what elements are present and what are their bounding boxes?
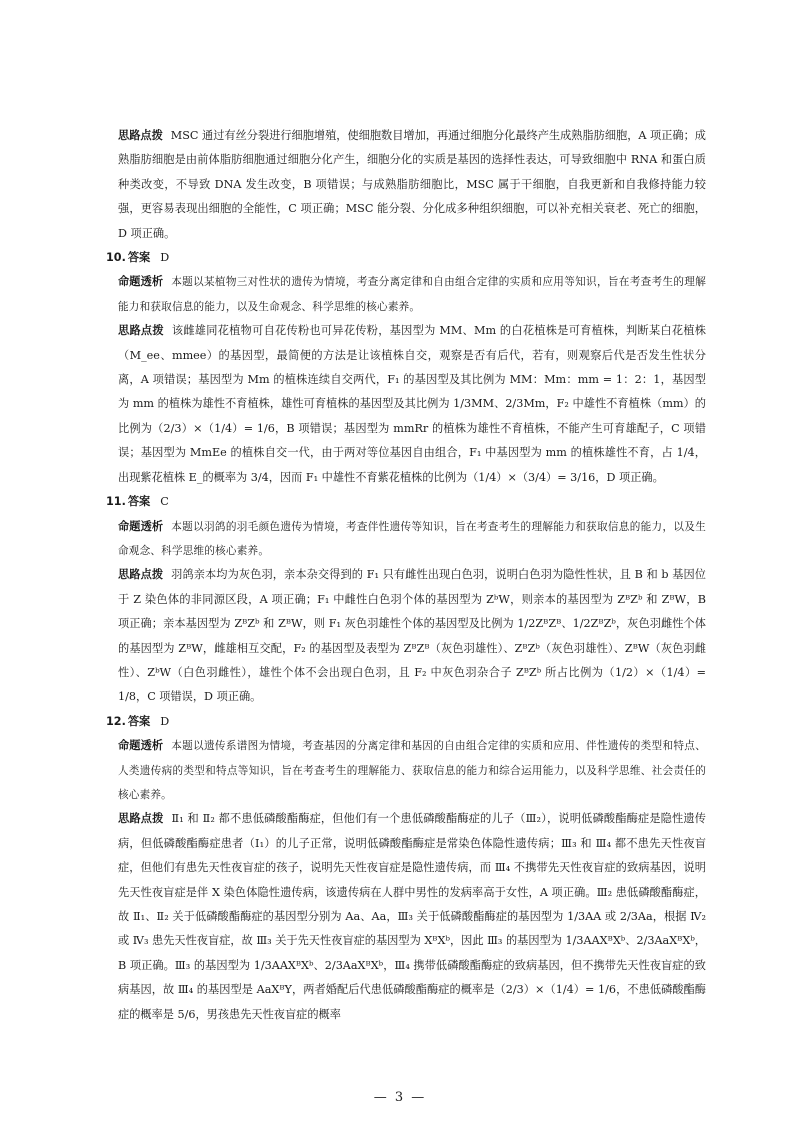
q11-intro-label: 命题透析 xyxy=(118,519,164,533)
q12-number: 12. xyxy=(106,714,126,728)
q12-explanation-text: Ⅱ₁ 和 Ⅱ₂ 都不患低磷酸酯酶症，但他们有一个患低磷酸酯酶症的儿子（Ⅲ₂），说明低磷酸酯酶症是隐性遗传病，但低磷酸酯酶症患者（Ⅰ₁）的儿子正常，说明低磷酸酯酶症是常染色体隐性遗传病；Ⅲ₃ 和 Ⅲ₄ 都不患先天性夜盲症，但他们有患先天性夜盲症的孩子，说明先天性夜盲症是隐性遗传病，而 Ⅲ₄ 不携带先天性夜盲症的致病基因，说明先天性夜盲症是伴 X 染色体隐性遗传病，该遗传病在人群中男性的发病率高于女性，A 项正确。Ⅲ₂ 患低磷酸酯酶症，故 Ⅱ₁、Ⅱ₂ 关于低磷酸酯酶症的基因型分别为 Aa、Aa，Ⅲ₃ 关于低磷酸酯酶症的基因型为 1/3AA 或 2/3Aa，根据 Ⅳ₂ 或 Ⅳ₃ 患先天性夜盲症，故 Ⅲ₃ 关于先天性夜盲症的基因型为 XᴮXᵇ，因此 Ⅲ₃ 的基因型为 1/3AAXᴮXᵇ、2/3AaXᴮXᵇ，B 项正确。Ⅲ₃ 的基因型为 1/3AAXᴮXᵇ、2/3AaXᴮXᵇ，Ⅲ₄ 携带低磷酸酯酶症的致病基因，但不携带先天性夜盲症的致病基因，故 Ⅲ₄ 的基因型是 AaXᴮY，两者婚配后代患低磷酸酯酶症的概率是（2/3）×（1/4）= 1/6，不患低磷酸酯酶症的概率是 5/6，男孩患先天性夜盲症的概率 xyxy=(118,812,706,1021)
q10-answer-value: D xyxy=(160,251,170,265)
q12-answer-value: D xyxy=(160,714,170,728)
q10-explanation-label: 思路点拨 xyxy=(118,324,164,338)
q11-intro xyxy=(118,515,706,564)
q12-explanation xyxy=(118,807,706,1027)
q10-intro-label: 命题透析 xyxy=(118,275,164,289)
q11-answer-line xyxy=(106,490,706,514)
q12-explanation-label: 思路点拨 xyxy=(118,812,164,826)
q11-explanation-label: 思路点拨 xyxy=(118,568,164,582)
q12-answer-label: 答案 xyxy=(127,714,151,728)
q10-explanation xyxy=(118,319,706,490)
page-number: — 3 — xyxy=(373,1090,427,1105)
q10-number: 10. xyxy=(106,251,126,265)
q10-answer-label: 答案 xyxy=(127,251,151,265)
q11-explanation xyxy=(118,563,706,709)
q12-intro-text: 本题以遗传系谱图为情境，考查基因的分离定律和基因的自由组合定律的实质和应用、伴性遗传的类型和特点、人类遗传病的类型和特点等知识，旨在考查考生的理解能力、获取信息的能力和综合运用能力，以及科学思维、社会责任的核心素养。 xyxy=(118,740,706,801)
q11-intro-text: 本题以羽鸽的羽毛颜色遗传为情境，考查伴性遗传等知识，旨在考查考生的理解能力和获取信息的能力，以及生命观念、科学思维的核心素养。 xyxy=(118,520,706,557)
q12-intro xyxy=(118,734,706,807)
q9-explanation-label: 思路点拨 xyxy=(118,129,163,142)
q11-number: 11. xyxy=(106,495,126,509)
q11-explanation-text: 羽鸽亲本均为灰色羽，亲本杂交得到的 F₁ 只有雌性出现白色羽，说明白色羽为隐性性状，且 B 和 b 基因位于 Z 染色体的非同源区段，A 项正确；F₁ 中雌性白色羽个体的基因型为 ZᵇW，则亲本的基因型为 ZᴮZᵇ 和 ZᴮW，B 项正确；亲本基因型为 ZᴮZᵇ 和 ZᴮW，则 F₁ 灰色羽雄性个体的基因型及比例为 1/2ZᴮZᴮ、1/2ZᴮZᵇ，灰色羽雌性个体的基因型为 ZᴮW，雌雄相互交配，F₂ 的基因型及表型为 ZᴮZᴮ（灰色羽雄性）、ZᴮZᵇ（灰色羽雄性）、ZᴮW（灰色羽雌性）、ZᵇW（白色羽雌性），雄性个体不会出现白色羽，且 F₂ 中灰色羽杂合子 ZᴮZᵇ 所占比例为（1/2）×（1/4）= 1/8，C 项错误，D 项正确。 xyxy=(118,568,706,704)
q11-answer-value: C xyxy=(160,495,169,509)
q10-intro-text: 本题以某植物三对性状的遗传为情境，考查分离定律和自由组合定律的实质和应用等知识，旨在考查考生的理解能力和获取信息的能力，以及生命观念、科学思维的核心素养。 xyxy=(118,276,706,313)
q9-explanation xyxy=(118,124,706,246)
q9-explanation-text: MSC 通过有丝分裂进行细胞增殖，使细胞数目增加，再通过细胞分化最终产生成熟脂肪细胞，A 项正确；成熟脂肪细胞是由前体脂肪细胞通过细胞分化产生，细胞分化的实质是基因的选择性表达，可导致细胞中 RNA 和蛋白质种类改变，不导致 DNA 发生改变，B 项错误；与成熟脂肪细胞比，MSC 属于干细胞，自我更新和自我修持能力较强，更容易表现出细胞的全能性，C 项正确；MSC 能分裂、分化成多种组织细胞，可以补充相关衰老、死亡的细胞，D 项正确。 xyxy=(118,129,706,240)
q11-answer-label: 答案 xyxy=(127,495,151,509)
q12-answer-line xyxy=(106,710,706,734)
q10-explanation-text: 该雌雄同花植物可自花传粉也可异花传粉，基因型为 MM、Mm 的白花植株是可育植株，判断某白花植株（M_ee、mmee）的基因型，最简便的方法是让该植株自交，观察是否有后代，若有，则观察后代是否发生性状分离，A 项错误；基因型为 Mm 的植株连续自交两代，F₁ 的基因型及其比例为 MM：Mm：mm = 1：2：1，基因型为 mm 的植株为雄性不育植株，雄性可育植株的基因型及其比例为 1/3MM、2/3Mm，F₂ 中雄性不育植株（mm）的比例为（2/3）×（1/4）= 1/6，B 项错误；基因型为 mmRr 的植株为雄性不育植株，不能产生可育雄配子，C 项错误；基因型为 MmEe 的植株自交一代，由于两对等位基因自由组合，F₁ 中基因型为 mm 的植株雄性不育，占 1/4，出现紫花植株 E_的概率为 3/4，因而 F₁ 中雄性不育紫花植株的比例为（1/4）×（3/4）= 3/16，D 项正确。 xyxy=(118,324,706,484)
q10-answer-line xyxy=(106,246,706,270)
q10-intro xyxy=(118,270,706,319)
q12-intro-label: 命题透析 xyxy=(118,739,164,753)
page-content xyxy=(106,124,706,1027)
